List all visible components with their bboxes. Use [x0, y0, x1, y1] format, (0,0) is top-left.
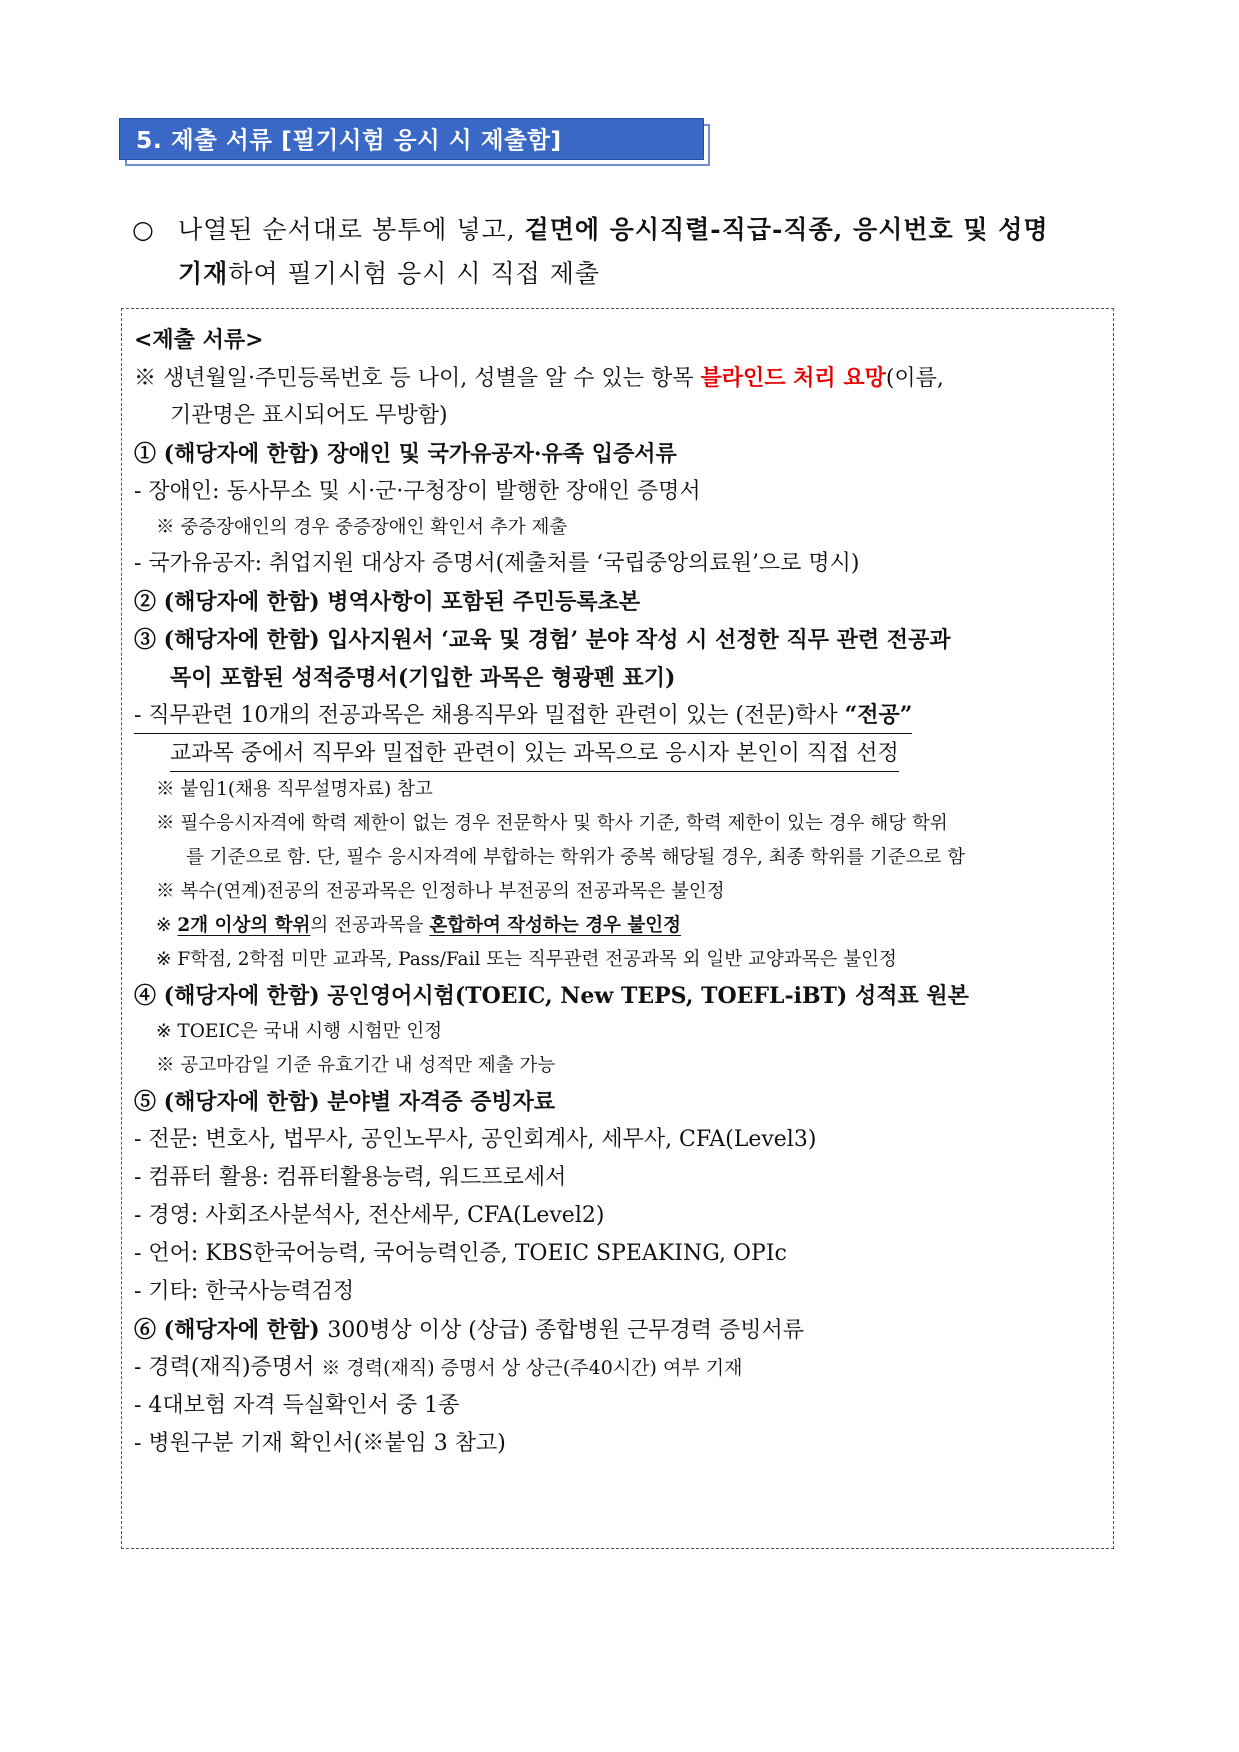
item-5-computer: - 컴퓨터 활용: 컴퓨터활용능력, 워드프로세서: [134, 1165, 567, 1190]
item-6-title-rest: 300병상 이상 (상급) 종합병원 근무경력 증빙서류: [327, 1318, 804, 1343]
item-1-disabled: - 장애인: 동사무소 및 시·군·구청장이 발행한 장애인 증명서: [134, 479, 701, 504]
section-heading-wrap: [119, 118, 704, 160]
item-6-title: [134, 1311, 1103, 1349]
item-3-major-line-2: [134, 735, 1103, 773]
item-1-title: ① (해당자에 한함) 장애인 및 국가유공자·유족 입증서류: [134, 441, 677, 467]
item-2-title: ② (해당자에 한함) 병역사항이 포함된 주민등록초본: [134, 589, 641, 615]
item-3-note-4-mid: 의 전공과목을: [310, 915, 430, 936]
item-5-management: - 경영: 사회조사분석사, 전산세무, CFA(Level2): [134, 1203, 605, 1228]
documents-box: [121, 308, 1114, 1549]
item-6-title-bold: ⑥ (해당자에 한함): [134, 1317, 328, 1343]
item-3-major-text-2: 교과목 중에서 직무와 밀접한 관련이 있는 과목으로 응시자 본인이 직접 선정: [170, 737, 899, 772]
box-title: <제출 서류>: [134, 327, 264, 353]
intro-text-1a: 나열된 순서대로 봉투에 넣고,: [178, 215, 525, 244]
item-6-employment-note: ※ 경력(재직) 증명서 상 상근(주40시간) 여부 기재: [321, 1357, 743, 1379]
item-3-major-underlined-1: [134, 698, 912, 734]
item-6-employment-cert: [134, 1349, 1103, 1387]
item-5-language: - 언어: KBS한국어능력, 국어능력인증, TOEIC SPEAKING, OPIc: [134, 1241, 787, 1266]
item-6-hospital: - 병원구분 기재 확인서(※붙임 3 참고): [134, 1431, 506, 1456]
intro-text-2b: 하여 필기시험 응시 시 직접 제출: [228, 259, 600, 288]
item-3-note-4-bold-1: 2개 이상의 학위: [177, 915, 311, 936]
item-1-note: ※ 중증장애인의 경우 중증장애인 확인서 추가 제출: [156, 517, 568, 538]
item-3-title-line-2: 목이 포함된 성적증명서(기입한 과목은 형광펜 표기): [170, 665, 676, 691]
item-3-title-line-1: ③ (해당자에 한함) 입사지원서 ‘교육 및 경험’ 분야 작성 시 선정한 직무 관련 전공과: [134, 627, 951, 653]
blind-note-highlight: 블라인드 처리 요망: [700, 365, 886, 391]
item-6-employment-text: - 경력(재직)증명서: [134, 1355, 322, 1380]
item-3-note-5: ※ F학점, 2학점 미만 교과목, Pass/Fail 또는 직무관련 전공과목 외 일반 교양과목은 불인정: [156, 949, 897, 970]
intro-paragraph: [132, 208, 1122, 296]
intro-text-1b: 겉면에 응시직렬-직급-직종, 응시번호 및 성명: [524, 215, 1049, 244]
item-3-major-text-1: - 직무관련 10개의 전공과목은 채용직무와 밀접한 관련이 있는 (전문)학사: [134, 703, 845, 728]
item-3-major-line-1: [134, 697, 1103, 735]
item-3-note-3: ※ 복수(연계)전공의 전공과목은 인정하나 부전공의 전공과목은 불인정: [156, 881, 725, 902]
item-4-note-2: ※ 공고마감일 기준 유효기간 내 성적만 제출 가능: [156, 1055, 556, 1076]
intro-line-1: [132, 208, 1122, 252]
item-3-note-2a: ※ 필수응시자격에 학력 제한이 없는 경우 전문학사 및 학사 기준, 학력 제한이 있는 경우 해당 학위: [156, 813, 948, 834]
item-4-note-1: ※ TOEIC은 국내 시행 시험만 인정: [156, 1021, 443, 1042]
item-1-veteran: - 국가유공자: 취업지원 대상자 증명서(제출처를 ‘국립중앙의료원’으로 명시): [134, 551, 860, 576]
item-5-title: ⑤ (해당자에 한함) 분야별 자격증 증빙자료: [134, 1089, 556, 1115]
item-6-insurance: - 4대보험 자격 득실확인서 중 1종: [134, 1393, 460, 1418]
blind-note-line-2: 기관명은 표시되어도 무방함): [170, 403, 448, 428]
blind-note-line-1: [134, 359, 1103, 397]
item-3-note-4-bold-2: 혼합하여 작성하는 경우 불인정: [429, 915, 682, 936]
intro-line-2: [132, 252, 1122, 296]
circle-bullet: ○: [132, 215, 155, 244]
item-4-title: ④ (해당자에 한함) 공인영어시험(TOEIC, New TEPS, TOEFL-iBT) 성적표 원본: [134, 983, 969, 1009]
item-5-other: - 기타: 한국사능력검정: [134, 1279, 355, 1304]
blind-note-text: ※ 생년월일·주민등록번호 등 나이, 성별을 알 수 있는 항목: [134, 366, 701, 391]
intro-text-2a: 기재: [178, 259, 229, 288]
item-3-note-4-mark: ※: [156, 915, 178, 936]
item-5-professional: - 전문: 변호사, 법무사, 공인노무사, 공인회계사, 세무사, CFA(Level3): [134, 1127, 817, 1152]
item-3-note-4: [134, 909, 1103, 943]
blind-note-suffix: (이름,: [885, 366, 944, 391]
item-3-note-1: ※ 붙임1(채용 직무설명자료) 참고: [156, 779, 433, 800]
section-heading: 5. 제출 서류 [필기시험 응시 시 제출함]: [119, 118, 704, 160]
item-3-note-2b: 를 기준으로 함. 단, 필수 응시자격에 부합하는 학위가 중복 해당될 경우, 최종 학위를 기준으로 함: [186, 847, 966, 868]
item-3-major-bold: “전공”: [844, 702, 913, 728]
